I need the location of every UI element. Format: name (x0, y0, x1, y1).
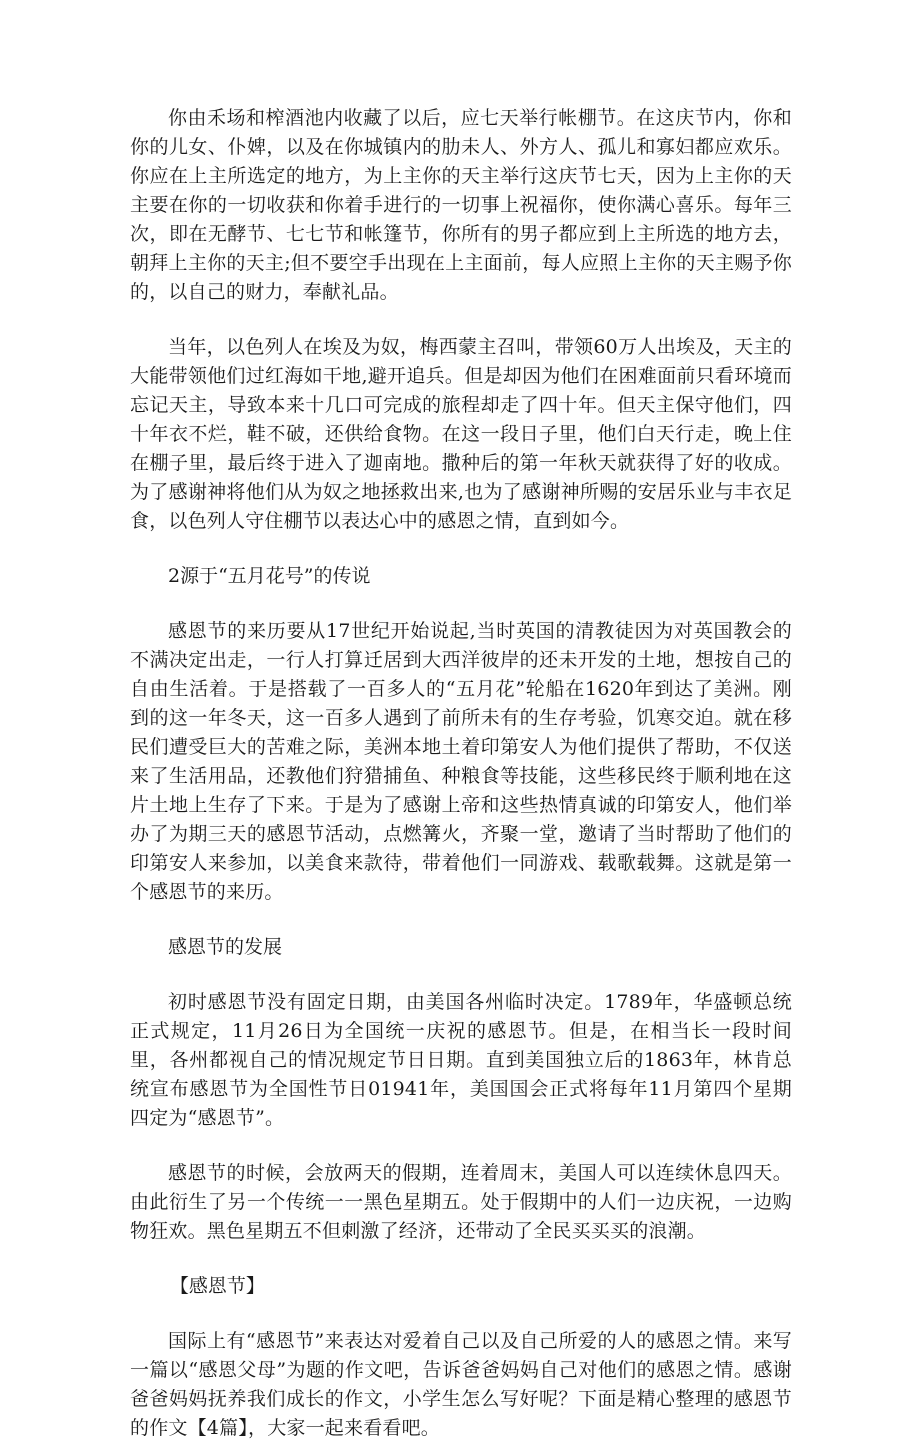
paragraph-tabernacles-feast: 你由禾场和榨酒池内收藏了以后，应七天举行帐棚节。在这庆节内，你和你的儿女、仆婢，以及在你城镇内的肋未人、外方人、孤儿和寡妇都应欢乐。你应在上主所选定的地方，为上主你的天主举行这庆节七天，因为上主你的天主要在你的一切收获和你着手进行的一切事上祝福你，使你满心喜乐。每年三次，即在无酵节、七七节和帐篷节，你所有的男子都应到上主所选的地方去，朝拜上主你的天主;但不要空手出现在上主面前，每人应照上主你的天主赐予你的，以自己的财力，奉献礼品。 (130, 107, 792, 303)
paragraph-black-friday: 感恩节的时候，会放两天的假期，连着周末，美国人可以连续休息四天。由此衍生了另一个传统一一黑色星期五。处于假期中的人们一边庆祝，一边购物狂欢。黑色星期五不但刺激了经济，还带动了全民买买买的浪潮。 (130, 1162, 792, 1242)
document-page (130, 104, 792, 1443)
section-heading-development: 感恩节的发展 (168, 936, 283, 958)
paragraph-holiday-date: 初时感恩节没有固定日期，由美国各州临时决定。1789年，华盛顿总统正式规定，11月26日为全国统一庆祝的感恩节。但是，在相当长一段时间里，各州都视自己的情况规定节日日期。直到美国独立后的1863年，林肯总统宣布感恩节为全国性节日01941年，美国国会正式将每年11月第四个星期四定为“感恩节”。 (130, 991, 792, 1129)
section-heading-thanksgiving: 【感恩节】 (169, 1275, 265, 1297)
paragraph-mayflower-origin: 感恩节的来历要从17世纪开始说起,当时英国的清教徒因为对英国教会的不满决定出走，一行人打算迁居到大西洋彼岸的还未开发的土地，想按自己的自由生活着。于是搭载了一百多人的“五月花”轮船在1620年到达了美洲。刚到的这一年冬天，这一百多人遇到了前所未有的生存考验，饥寒交迫。就在移民们遭受巨大的苦难之际，美洲本地土着印第安人为他们提供了帮助，不仅送来了生活用品，还教他们狩猎捕鱼、种粮食等技能，这些移民终于顺利地在这片土地上生存了下来。于是为了感谢上帝和这些热情真诚的印第安人，他们举办了为期三天的感恩节活动，点燃篝火，齐聚一堂，邀请了当时帮助了他们的印第安人来参加，以美食来款待，带着他们一同游戏、载歌载舞。这就是第一个感恩节的来历。 (130, 620, 792, 903)
section-heading-mayflower: 2源于“五月花号”的传说 (168, 565, 371, 587)
paragraph-exodus-story: 当年，以色列人在埃及为奴，梅西蒙主召叫，带领60万人出埃及，天主的大能带领他们过红海如干地,避开追兵。但是却因为他们在困难面前只看环境而忘记天主，导致本来十几口可完成的旅程却走了四十年。但天主保守他们，四十年衣不烂，鞋不破，还供给食物。在这一段日子里，他们白天行走，晚上住在棚子里，最后终于进入了迦南地。撒种后的第一年秋天就获得了好的收成。为了感谢神将他们从为奴之地拯救出来,也为了感谢神所赐的安居乐业与丰衣足食，以色列人守住棚节以表达心中的感恩之情，直到如今。 (130, 336, 792, 532)
paragraph-essay-intro: 国际上有“感恩节”来表达对爱着自己以及自己所爱的人的感恩之情。来写一篇以“感恩父母”为题的作文吧，告诉爸爸妈妈自己对他们的感恩之情。感谢爸爸妈妈抚养我们成长的作文，小学生怎么写好呢？下面是精心整理的感恩节的作文【4篇】，大家一起来看看吧。 (130, 1330, 792, 1439)
